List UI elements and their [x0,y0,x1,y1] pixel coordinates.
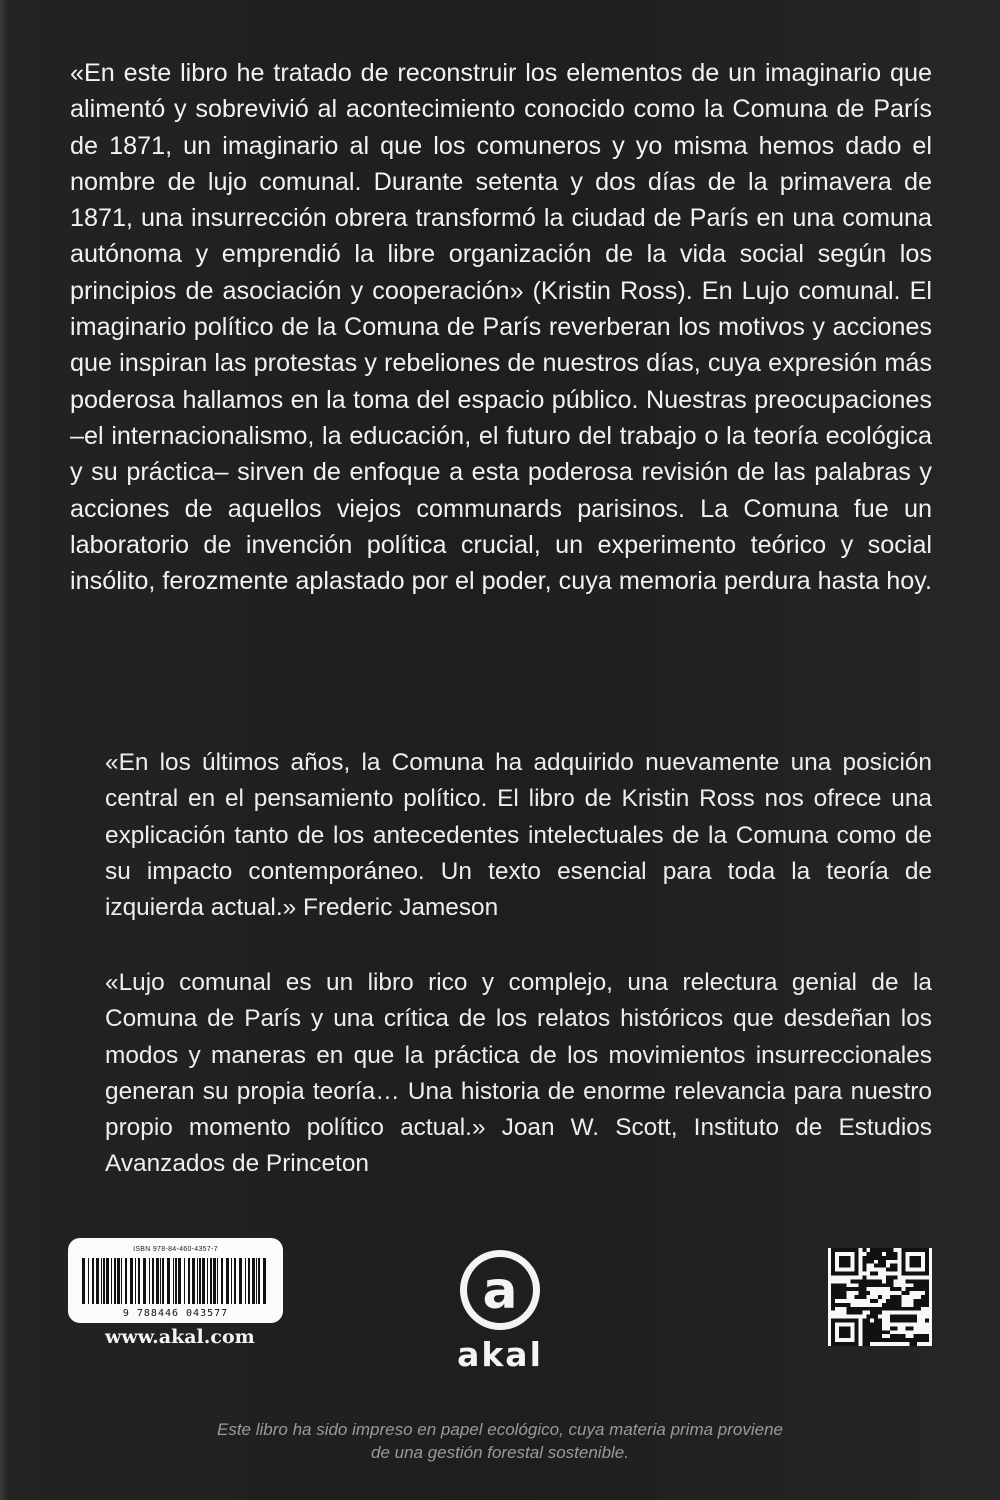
isbn-digits: 9 788446 043577 [122,1308,229,1319]
logo-letter: a [482,1261,518,1321]
quote-scott [105,965,932,1183]
publisher-name: akal [457,1335,543,1374]
synopsis-text-4: parisinos. La Comuna fue un laboratorio de invención política crucial, un experimento teórico y social insólito, ferozmente aplastado por el poder, cuya memoria perdura hasta hoy. [70,494,932,596]
quote-scott-open: « [105,969,119,996]
book-title-italic: Lujo comunal. El imaginario político de la Comuna de París [70,276,933,342]
synopsis-italic-1: lujo comunal [207,167,355,196]
isbn-label: ISBN 978-84-460-4357-7 [133,1246,218,1253]
quote-jameson [105,745,932,926]
synopsis-text-2: . Durante setenta y dos días de la primavera de 1871, una insurrección obrera transformó la ciudad de París en una comuna autónoma y emprendió la libre organización de la vida social según los principios de asociación y cooperación» (Kristin Ross). En [70,167,932,305]
qr-code-icon [828,1248,932,1346]
eco-paper-note: Este libro ha sido impreso en papel ecológico, cuya materia prima proviene de una gestión forestal sostenible. [216,1420,784,1462]
synopsis-text-1: «En este libro he tratado de reconstruir los elementos de un imaginario que alimentó y sobrevivió al acontecimiento conocido como la Comuna de París de 1871, un imaginario al que los comuneros y yo misma hemos dado el nombre de [70,59,932,196]
synopsis-text-3: reverberan los motivos y acciones que inspiran las protestas y rebeliones de nuestros días, cuya expresión más poderosa hallamos en la toma del espacio público. Nuestras preocupaciones –el internacionalismo, la educación, el futuro del trabajo o la teoría ecológica y su práctica– sirven de enfoque a esta poderosa revisión de las palabras y acciones de aquellos viejos [70,313,932,523]
quote-scott-italic: Lujo comunal [118,969,272,996]
synopsis-paragraph [70,55,932,599]
barcode-icon [82,1258,268,1304]
publisher-website: www.akal.com [105,1326,255,1348]
barcode-label [68,1238,283,1323]
synopsis-italic-3: communards [416,494,562,523]
quote-jameson-text: «En los últimos años, la Comuna ha adquirido nuevamente una posición central en el pensamiento político. El libro de Kristin Ross nos ofrece una explicación tanto de los antecedentes intelectuales de la Comuna como de su impacto contemporáneo. Un texto esencial para toda la teoría de izquierda actual.» Frederic Jameson [105,749,932,922]
quote-scott-text: es un libro rico y complejo, una relectura genial de la Comuna de París y una crítica de los relatos históricos que desdeñan los modos y maneras en que la práctica de los movimientos insurreccionales generan su propia teoría… Una historia de enorme relevancia para nuestro propio momento político actual.» Joan W. Scott, Instituto de Estudios Avanzados de Princeton [105,969,932,1178]
